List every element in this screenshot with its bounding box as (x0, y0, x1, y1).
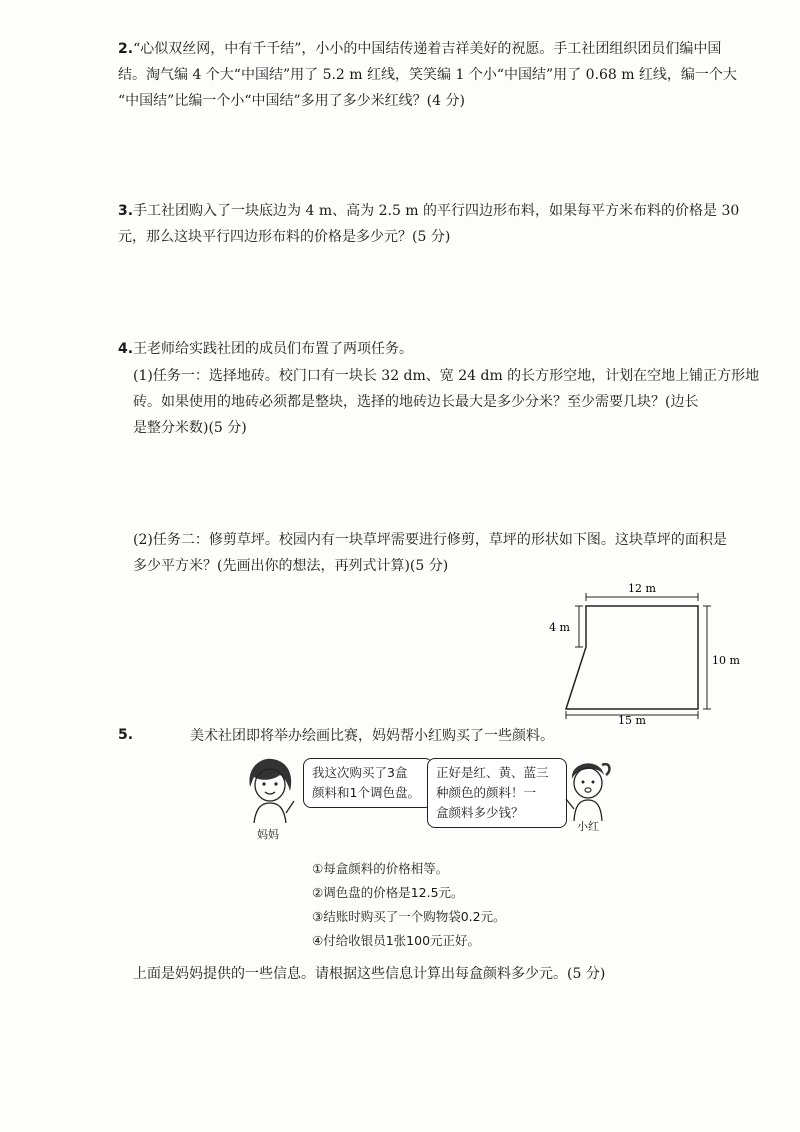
task-1 (133, 363, 760, 441)
mom-illustration (240, 757, 298, 823)
task-text-line: 是整分米数)(5 分) (133, 420, 247, 436)
girl-illustration (560, 755, 614, 821)
bubble-line: 正好是红、黄、蓝三 (436, 765, 549, 780)
eye (274, 782, 277, 785)
girl-name: 小红 (577, 820, 599, 833)
info-item: ①每盒颜料的价格相等。 (312, 861, 449, 876)
info-item: ③结账时购买了一个购物袋0.2元。 (312, 909, 506, 924)
question-number: 4. (118, 341, 134, 357)
info-item: ④付给收银员1张100元正好。 (312, 933, 481, 948)
question-intro: 王老师给实践社团的成员们布置了两项任务。 (133, 341, 414, 357)
mouth (265, 792, 275, 794)
question-3 (118, 198, 748, 250)
question-text-line: 结。淘气编 4 个大“中国结”用了 5.2 m 红线，笑笑编 1 个小“中国结”用了 0.68 m 红线，编一个大 (118, 67, 737, 83)
left-label: 4 m (549, 621, 570, 634)
question-intro: 美术社团即将举办绘画比赛，妈妈帮小红购买了一些颜料。 (190, 728, 554, 744)
question-4 (118, 336, 748, 362)
right-label: 10 m (712, 654, 740, 667)
bottom-label: 15 m (618, 714, 646, 727)
eye (592, 781, 595, 784)
bubble-line: 我这次购买了3盒 (312, 765, 408, 780)
lawn-shape (566, 606, 698, 709)
question-2 (118, 36, 748, 114)
question-number: 2. (118, 41, 134, 57)
face-shape (574, 768, 602, 798)
task-2 (133, 527, 748, 579)
info-item: ②调色盘的价格是12.5元。 (312, 885, 464, 900)
lawn-figure (549, 582, 752, 727)
mouth (585, 788, 591, 792)
task-text-line: (1)任务一：选择地砖。校门口有一块长 32 dm、宽 24 dm 的长方形空地，计划在空地上铺正方形地 (133, 368, 760, 384)
hair-shape (572, 763, 604, 779)
top-label: 12 m (628, 582, 656, 595)
arm (566, 799, 574, 809)
arm (286, 801, 294, 813)
body-shape (254, 803, 286, 823)
task-text-line: (2)任务二：修剪草坪。校园内有一块草坪需要进行修剪，草坪的形状如下图。这块草坪的面积是 (133, 532, 727, 548)
mom-name: 妈妈 (257, 828, 279, 841)
question-text-line: 手工社团购入了一块底边为 4 m、高为 2.5 m 的平行四边形布料，如果每平方米布料的价格是 30 (133, 203, 740, 219)
question-text-line: “中国结”比编一个小“中国结”多用了多少米红线？(4 分) (118, 93, 465, 109)
question-text-line: “心似双丝网，中有千千结”，小小的中国结传递着吉祥美好的祝愿。手工社团组织团员们编中国 (133, 41, 722, 57)
mom-speech-bubble (303, 758, 433, 808)
question-number: 3. (118, 203, 134, 219)
eye (582, 781, 585, 784)
bubble-line: 种颜色的颜料！一 (436, 785, 537, 800)
task-text-line: 多少平方米？(先画出你的想法，再列式计算)(5 分) (133, 558, 449, 574)
question-text-line: 元，那么这块平行四边形布料的价格是多少元？(5 分) (118, 229, 451, 245)
question-number: 5. (118, 727, 134, 743)
eye (262, 782, 265, 785)
girl-speech-bubble (427, 758, 567, 828)
question-5-prompt: 上面是妈妈提供的一些信息。请根据这些信息计算出每盒颜料多少元。(5 分) (133, 966, 606, 982)
info-list (312, 857, 506, 953)
task-text-line: 砖。如果使用的地砖必须都是整块，选择的地砖边长最大是多少分米？至少需要几块？(边长 (133, 394, 699, 410)
bubble-line: 颜料和1个调色盘。 (312, 785, 420, 800)
bubble-line: 盒颜料多少钱？ (436, 805, 524, 820)
